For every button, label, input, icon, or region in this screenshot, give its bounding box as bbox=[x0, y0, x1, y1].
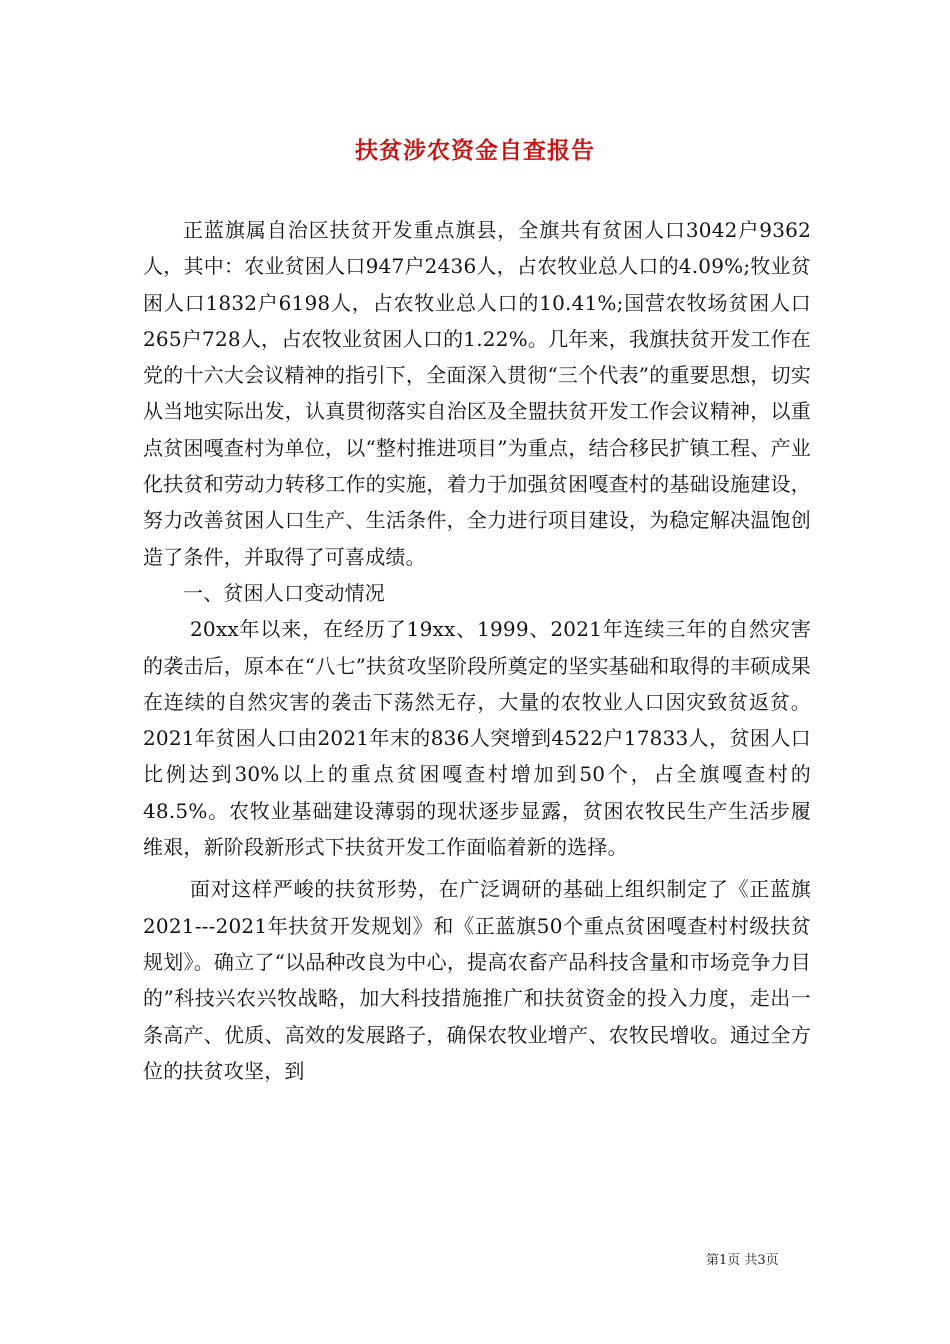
section-heading-1: 一、贫困人口变动情况 bbox=[183, 580, 385, 605]
document-body bbox=[143, 212, 811, 1089]
paragraph-population-change: 20xx年以来，在经历了19xx、1999、2021年连续三年的自然灾害的袭击后，原本在“八七”扶贫攻坚阶段所奠定的坚实基础和取得的丰硕成果在连续的自然灾害的袭击下荡然无存，大量的农牧业人口因灾致贫返贫。2021年贫困人口由2021年末的836人突增到4522户17833人，贫困人口比例达到30%以上的重点贫困嘎查村增加到50个，占全旗嘎查村的48.5%。农牧业基础建设薄弱的现状逐步显露，贫困农牧民生产生活步履维艰，新阶段新形式下扶贫开发工作面临着新的选择。 bbox=[143, 617, 811, 860]
document-title: 扶贫涉农资金自查报告 bbox=[355, 137, 595, 164]
paragraph-intro: 正蓝旗属自治区扶贫开发重点旗县，全旗共有贫困人口3042户9362人，其中：农业贫困人口947户2436人，占农牧业总人口的4.09%;牧业贫困人口1832户6198人，占农牧业总人口的10.41%;国营农牧场贫困人口265户728人，占农牧业贫困人口的1.22%。几年来，我旗扶贫开发工作在党的十六大会议精神的指引下，全面深入贯彻“三个代表”的重要思想，切实从当地实际出发，认真贯彻落实自治区及全盟扶贫开发工作会议精神，以重点贫困嘎查村为单位，以“整村推进项目”为重点，结合移民扩镇工程、产业化扶贫和劳动力转移工作的实施，着力于加强贫困嘎查村的基础设施建设，努力改善贫困人口生产、生活条件，全力进行项目建设，为稳定解决温饱创造了条件，并取得了可喜成绩。 bbox=[143, 218, 811, 569]
page-number: 第1页 共3页 bbox=[706, 1253, 779, 1268]
paragraph-planning: 面对这样严峻的扶贫形势，在广泛调研的基础上组织制定了《正蓝旗2021---2021年扶贫开发规划》和《正蓝旗50个重点贫困嘎查村村级扶贫规划》。确立了“以品种改良为中心，提高农畜产品科技含量和市场竞争力目的”科技兴农兴牧战略，加大科技措施推广和扶贫资金的投入力度，走出一条高产、优质、高效的发展路子，确保农牧业增产、农牧民增收。通过全方位的扶贫攻坚，到 bbox=[143, 877, 811, 1083]
